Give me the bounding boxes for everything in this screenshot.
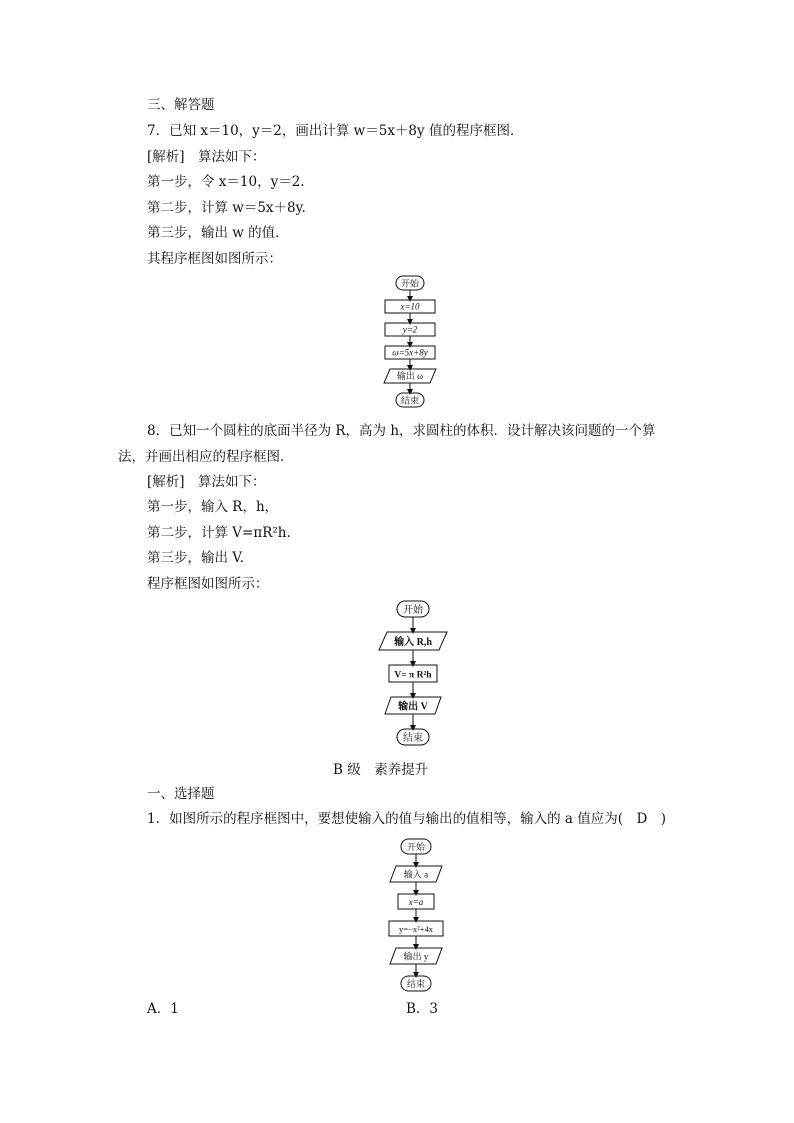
b-q1-option-b: B．3: [406, 1001, 439, 1017]
b-q1-box2-text: y=−x²+4x: [399, 924, 433, 934]
q7-caption: 其程序框图如图所示：: [147, 251, 282, 267]
q7-output-text: 输出 ω: [396, 371, 424, 381]
q8-problem-line2: 法，并画出相应的程序框图．: [118, 449, 294, 465]
q7-step3: 第三步，输出 w 的值．: [147, 225, 289, 241]
q8-input-text: 输入 R,h: [394, 637, 432, 648]
q7-step1: 第一步，令 x＝10，y＝2.: [147, 174, 305, 190]
q7-step2: 第二步，计算 w＝5x＋8y.: [147, 200, 306, 216]
q7-problem: 7．已知 x＝10，y＝2，画出计算 w＝5x＋8y 值的程序框图．: [147, 123, 524, 139]
q8-problem-line1: 8．已知一个圆柱的底面半径为 R，高为 h，求圆柱的体积．设计解决该问题的一个算: [147, 423, 656, 439]
q8-analysis-label: [解析] 算法如下：: [147, 474, 266, 490]
q8-output-text: 输出 V: [398, 701, 428, 713]
q7-box3-text: ω=5x+8y: [392, 347, 428, 358]
b-q1-output-text: 输出 y: [403, 951, 429, 962]
b-q1-box1-text: x=a: [408, 897, 424, 907]
b-q1-input-text: 输入 a: [403, 869, 429, 880]
q7-analysis-label: [解析] 算法如下：: [147, 149, 266, 165]
b-q1-flowchart: [376, 834, 456, 994]
b-q1-start-text: 开始: [406, 842, 426, 852]
q8-end-text: 结束: [403, 733, 423, 744]
section-heading: 三、解答题: [147, 97, 215, 113]
q7-end-text: 结束: [400, 395, 420, 406]
section-choice-heading: 一、选择题: [147, 786, 215, 802]
q8-caption: 程序框图如图所示：: [147, 576, 269, 592]
q8-step3: 第三步，输出 V.: [147, 550, 244, 566]
q8-calc-text: V= π R²h: [394, 670, 432, 681]
q8-step2: 第二步，计算 V=πR²h.: [147, 525, 291, 541]
q7-box2-text: y=2: [402, 324, 418, 335]
q8-step1: 第一步，输入 R，h，: [147, 499, 279, 515]
b-q1-end-text: 结束: [406, 979, 426, 989]
level-b-title: B 级 素养提升: [333, 762, 429, 778]
q8-flowchart: [373, 598, 453, 750]
q7-start-text: 开始: [400, 278, 420, 289]
q7-box1-text: x=10: [400, 301, 420, 312]
q8-start-text: 开始: [403, 605, 423, 616]
q7-flowchart: [370, 272, 450, 414]
b-q1-problem: 1．如图所示的程序框图中，要想使输入的值与输出的值相等，输入的 a 值应为( D ): [147, 811, 667, 827]
b-q1-option-a: A．1: [147, 1001, 179, 1017]
